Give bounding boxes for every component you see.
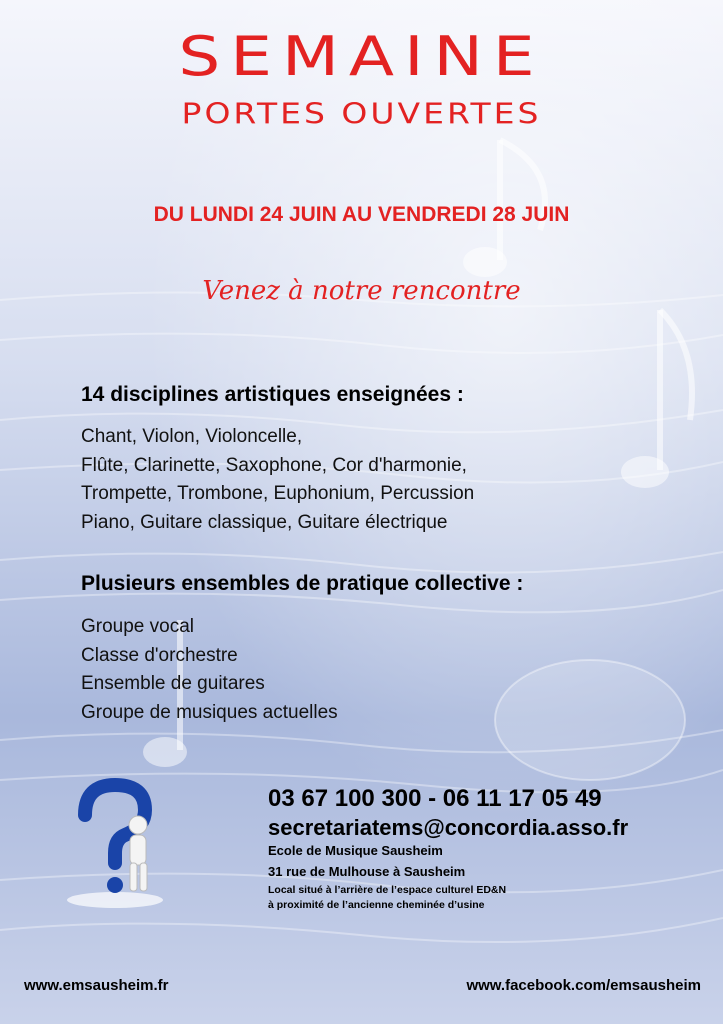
- disciplines-line: Flûte, Clarinette, Saxophone, Cor d'harmonie,: [81, 454, 467, 476]
- question-figure-icon: [60, 775, 170, 910]
- ensembles-item: Groupe de musiques actuelles: [81, 701, 338, 723]
- address: 31 rue de Mulhouse à Sausheim: [268, 864, 466, 879]
- disciplines-list: [81, 423, 474, 537]
- ensembles-item: Classe d'orchestre: [81, 644, 238, 666]
- title: SEMAINE: [178, 25, 545, 89]
- disciplines-line: Chant, Violon, Violoncelle,: [81, 426, 303, 447]
- disciplines-line: Piano, Guitare classique, Guitare électrique: [81, 511, 448, 533]
- ensembles-item: Ensemble de guitares: [81, 673, 265, 694]
- facebook-link[interactable]: www.facebook.com/emsausheim: [466, 977, 701, 994]
- disciplines-heading: 14 disciplines artistiques enseignées :: [81, 383, 464, 406]
- dates-banner: DU LUNDI 24 JUIN AU VENDREDI 28 JUIN: [153, 203, 570, 226]
- location-note: Local situé à l’arrière de l’espace culturel ED&N: [268, 884, 507, 896]
- invitation-text: Venez à notre rencontre: [202, 276, 521, 306]
- school-name: Ecole de Musique Sausheim: [268, 843, 443, 858]
- email-link[interactable]: secretariatems@concordia.asso.fr: [268, 815, 629, 840]
- location-note: à proximité de l’ancienne cheminée d’usine: [268, 899, 485, 911]
- ensembles-heading: Plusieurs ensembles de pratique collective :: [81, 572, 524, 595]
- ensembles-list: [81, 613, 338, 727]
- ensembles-item: Groupe vocal: [81, 616, 195, 637]
- subtitle: PORTES OUVERTES: [181, 96, 542, 131]
- disciplines-line: Trompette, Trombone, Euphonium, Percussion: [81, 483, 475, 504]
- website-link[interactable]: www.emsausheim.fr: [24, 977, 169, 994]
- phone-numbers: 03 67 100 300 - 06 11 17 05 49: [268, 785, 602, 812]
